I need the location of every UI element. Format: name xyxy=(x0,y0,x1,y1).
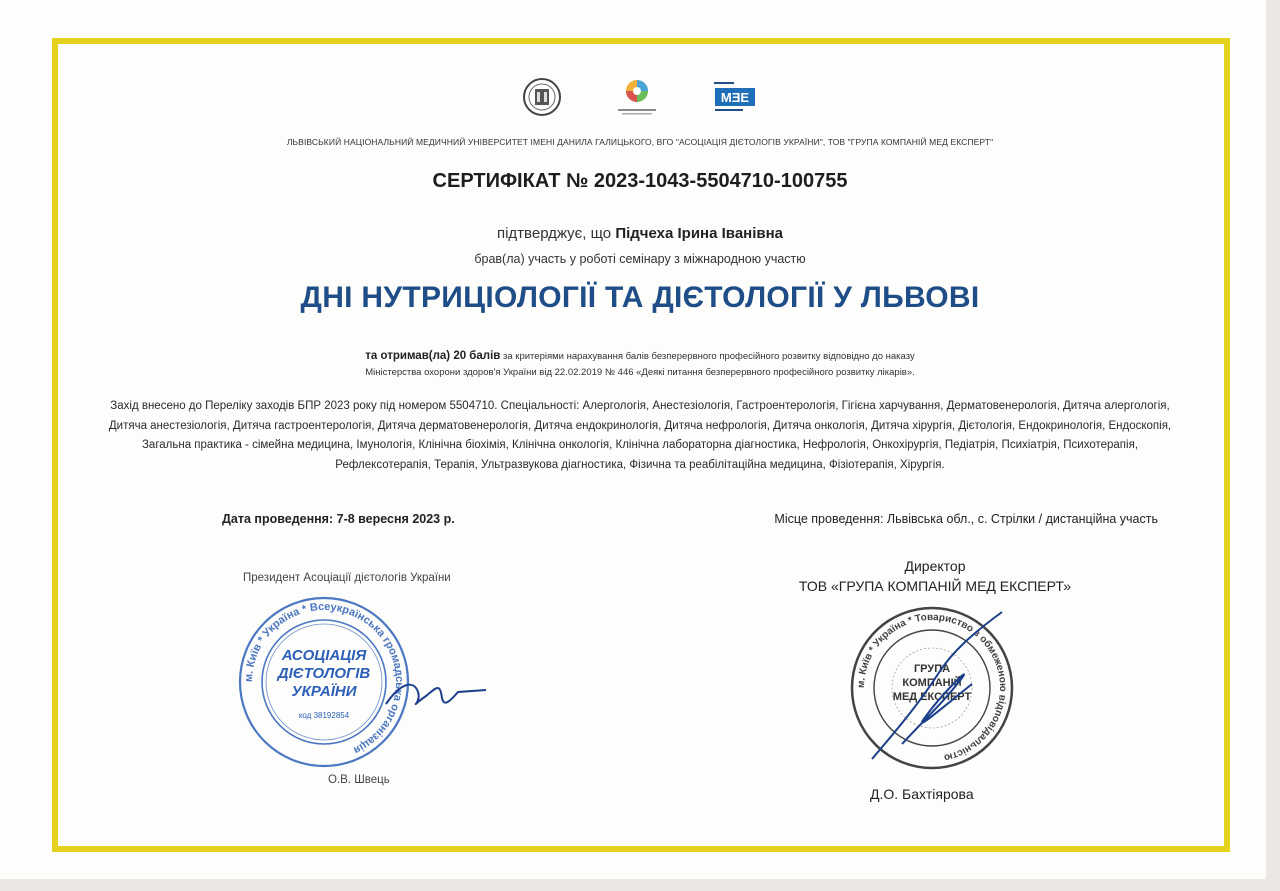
dietitians-association-logo xyxy=(614,76,660,118)
left-stamp-line1: АСОЦІАЦІЯ xyxy=(281,647,367,664)
association-stamp xyxy=(236,592,496,777)
university-crest-icon xyxy=(522,77,562,117)
confirms-prefix: підтверджує, що xyxy=(496,225,612,242)
page-bottom-edge xyxy=(0,879,1280,891)
event-title: ДНІ НУТРИЦІОЛОГІЇ ТА ДІЄТОЛОГІЇ У ЛЬВОВІ xyxy=(300,281,980,314)
points-rest: за критеріями нарахування балів безперервного професійного розвитку відповідно до наказу xyxy=(503,351,915,362)
right-signatory-role xyxy=(780,556,1090,596)
event-date: Дата проведення: 7-8 вересня 2023 р. xyxy=(222,512,455,526)
svg-text:MƎE: MƎE xyxy=(720,90,750,105)
participation-line: брав(ла) участь у роботі семінару з міжнародною участю xyxy=(474,252,806,266)
right-stamp-line1: ГРУПА xyxy=(913,663,951,675)
right-stamp-line3: МЕД ЕКСПЕРТ xyxy=(892,691,972,703)
bpr-specialties: Захід внесено до Переліку заходів БПР 2023 року під номером 5504710. Спеціальності: Алергологія, Анестезіологія, Гастроентерологія, Гігієна харчування, Дерматовенерологія, Дитяча алергологія, Дитяча анестезіологія, Дитяча гастроентерологія, Дитяча дерматовенерологія, Дитяча ендокринологія, Дитяча нефрологія, Дитяча онкологія, Дитяча хірургія, Дієтологія, Ендокринологія, Ендоскопія, Загальна практика - сімейна медицина, Імунологія, Клінічна біохімія, Клінічна онкологія, Клінічна лабораторна діагностика, Нефрологія, Онкохірургія, Педіатрія, Психіатрія, Психотерапія, Рефлексотерапія, Терапія, Ультразвукова діагностика, Фізична та реабілітаційна медицина, Фізіотерапія, Хірургія. xyxy=(108,400,1172,471)
points-block xyxy=(0,348,1280,381)
med-expert-logo xyxy=(712,80,758,114)
left-signatory-role: Президент Асоціації дієтологів України xyxy=(243,572,451,584)
left-stamp-line3: УКРАЇНИ xyxy=(291,683,357,700)
director-company: ТОВ «ГРУПА КОМПАНІЙ МЕД ЕКСПЕРТ» xyxy=(798,578,1072,594)
holder-name: Підчеха Ірина Іванівна xyxy=(615,225,784,242)
logo-row xyxy=(0,72,1280,122)
points-line2: Міністерства охорони здоров'я України від 22.02.2019 № 446 «Деякі питання безперервного професійного розвитку лікарів». xyxy=(365,367,915,378)
right-stamp-ring-text: м. Київ * Україна * Товариство з обмеженою відповідальністю xyxy=(855,611,1009,763)
right-stamp-line2: КОМПАНІЙ xyxy=(902,677,962,689)
left-stamp-line2: ДІЄТОЛОГІВ xyxy=(277,665,371,682)
page-edge xyxy=(1266,0,1280,891)
left-stamp-code: код 38192854 xyxy=(298,711,350,720)
right-signatory-name: Д.О. Бахтіярова xyxy=(870,786,974,802)
certificate-title: СЕРТИФІКАТ № 2023-1043-5504710-100755 xyxy=(432,170,848,192)
company-stamp xyxy=(842,604,1022,779)
left-signatory-name: О.В. Швець xyxy=(328,774,390,786)
organizations-line: ЛЬВІВСЬКИЙ НАЦІОНАЛЬНИЙ МЕДИЧНИЙ УНІВЕРСИТЕТ ІМЕНІ ДАНИЛА ГАЛИЦЬКОГО, ВГО "АСОЦІАЦІЯ ДІЄТОЛОГІВ УКРАЇНИ", ТОВ "ГРУПА КОМПАНІЙ МЕД ЕКСПЕРТ" xyxy=(286,137,994,147)
points-lead: та отримав(ла) 20 балів xyxy=(365,350,501,362)
director-title: Директор xyxy=(904,558,966,574)
confirmation-line xyxy=(0,225,1280,242)
left-stamp-ring-text: м. Київ * Україна * Всеукраїнська громадська організація xyxy=(242,600,406,757)
event-place: Місце проведення: Львівська обл., с. Стрілки / дистанційна участь xyxy=(774,512,1158,526)
